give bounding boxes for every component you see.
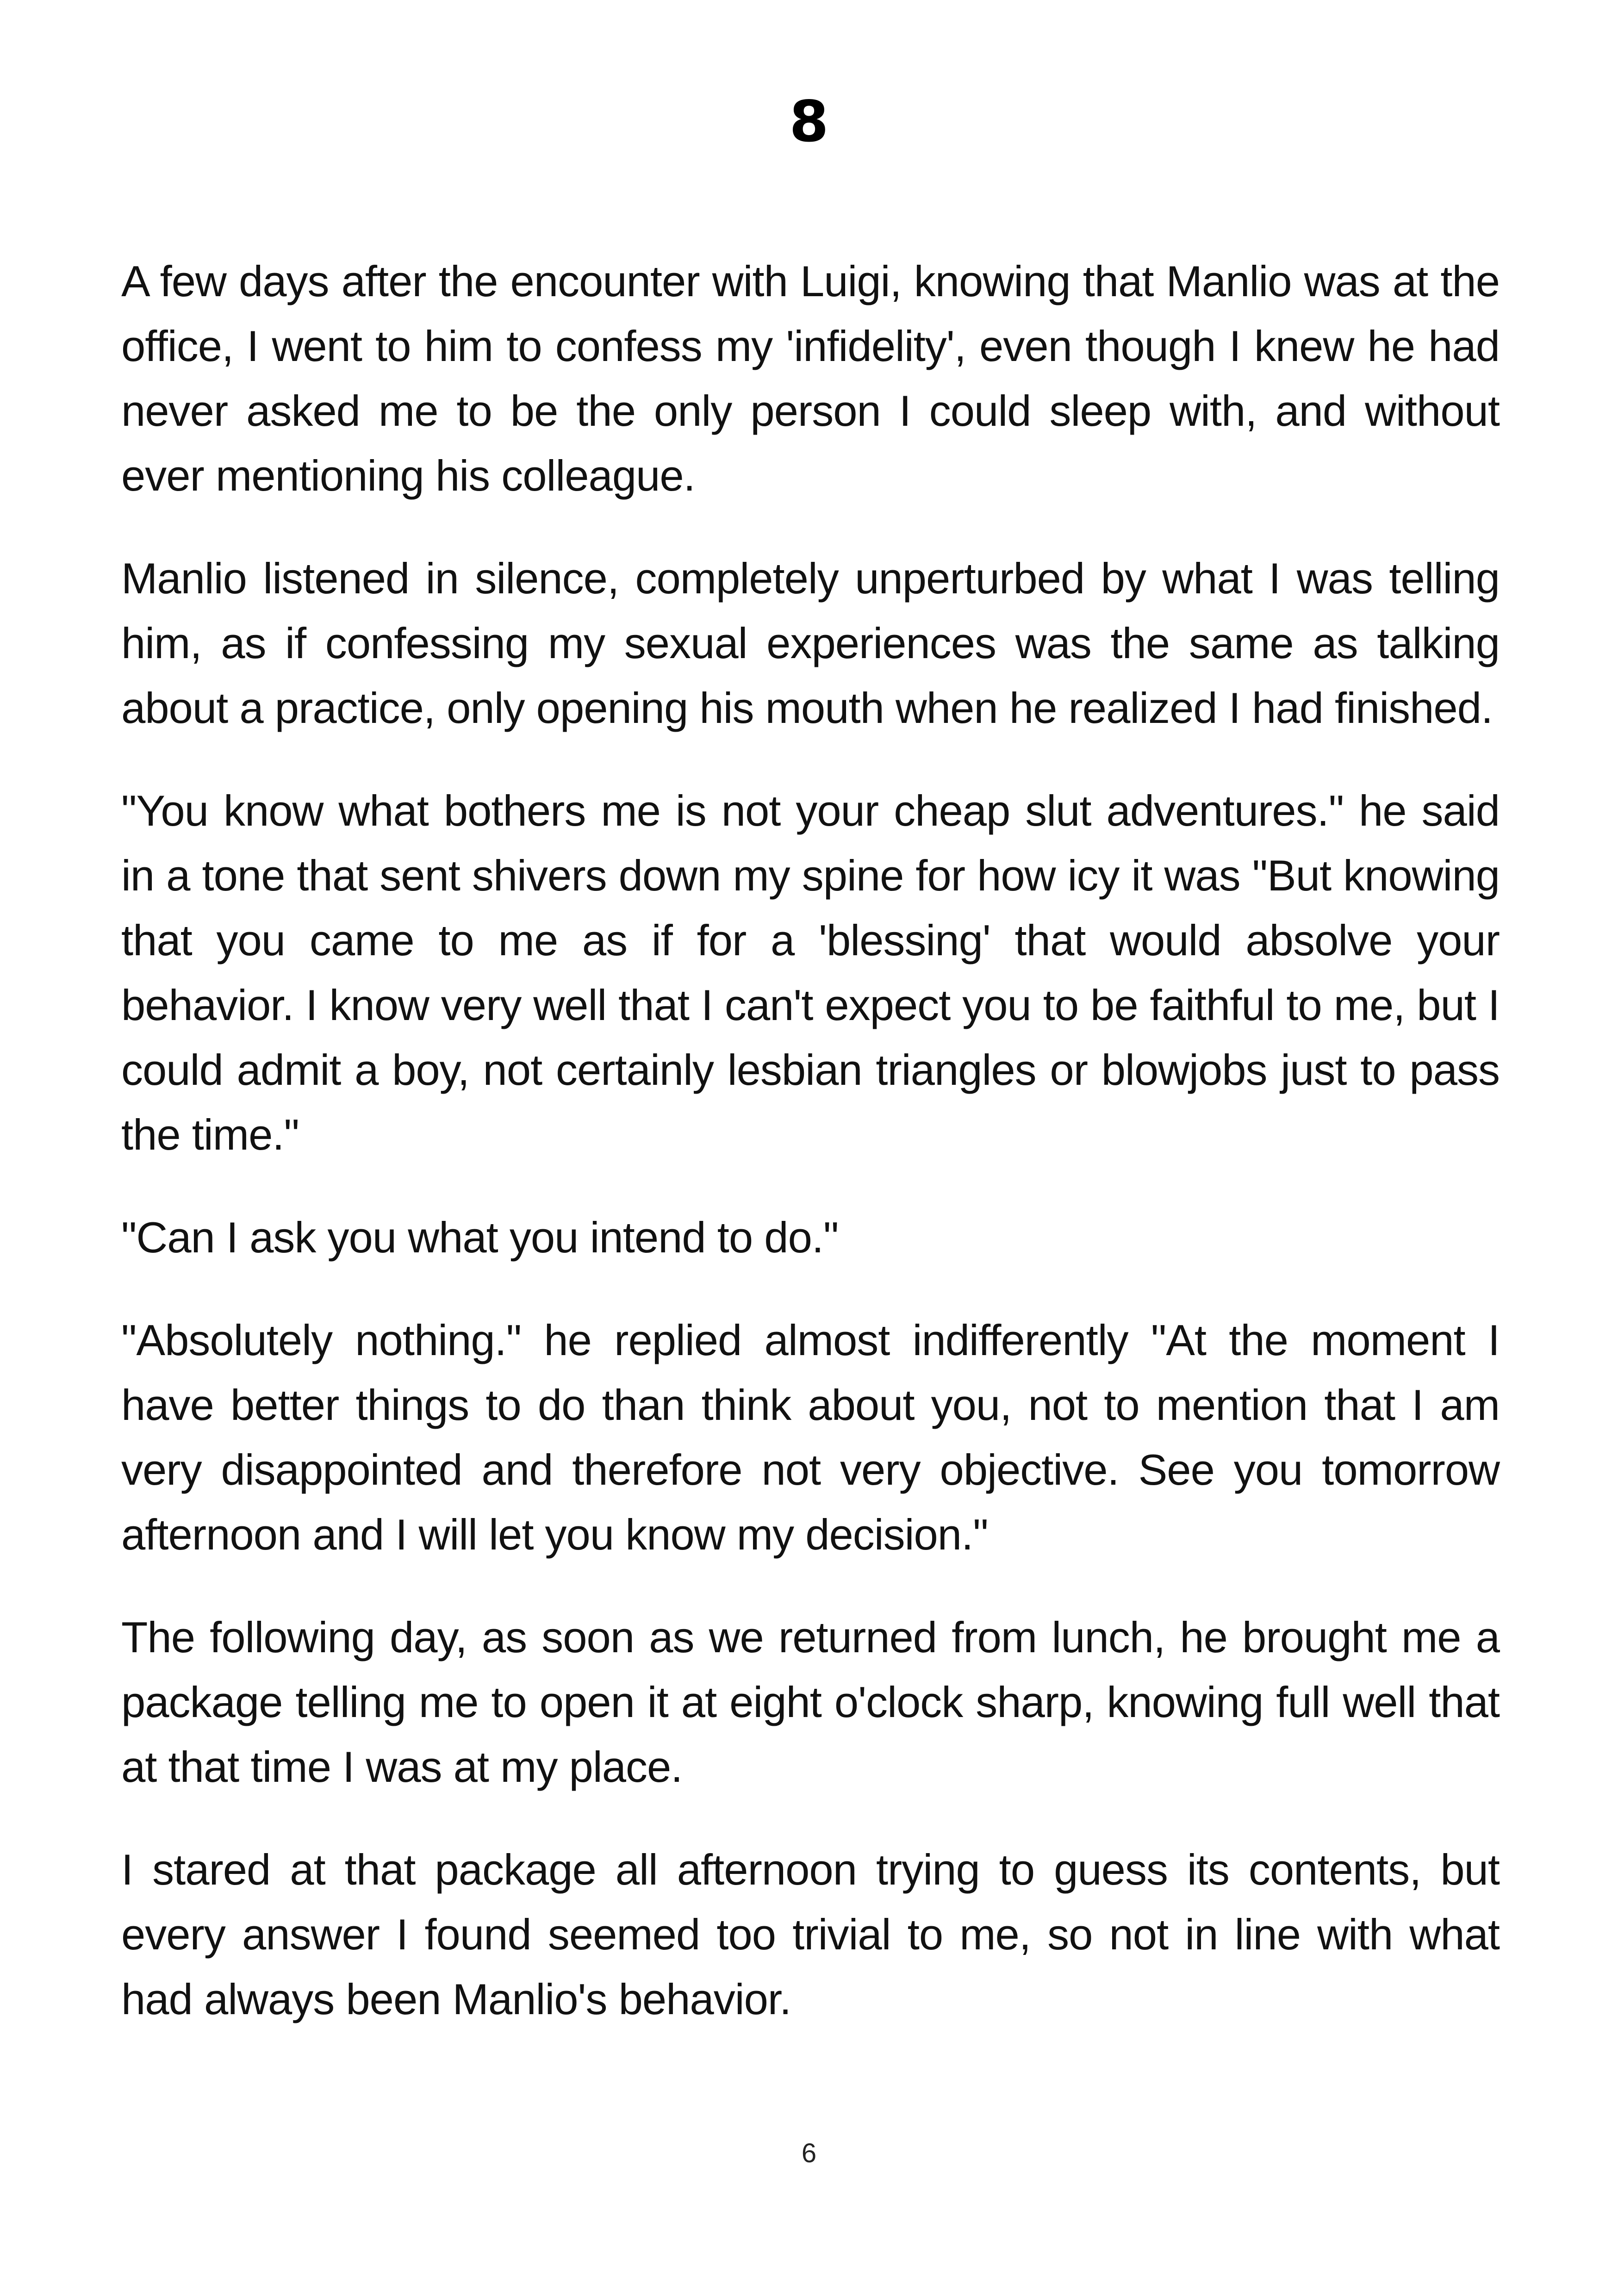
paragraph: A few days after the encounter with Luigi, knowing that Manlio was at the office, I went to him to confess my 'infidelity', even though I knew he had never asked me to be the only person I could sleep with, and without ever mentioning his colleague.: [121, 257, 1500, 500]
paragraph: "Can I ask you what you intend to do.": [121, 1213, 839, 1262]
body-text: [121, 249, 1500, 2070]
chapter-number: 8: [789, 89, 829, 155]
paragraph: The following day, as soon as we returned from lunch, he brought me a package telling me to open it at eight o'clock sharp, knowing full well that at that time I was at my place.: [121, 1613, 1500, 1791]
paragraph: "You know what bothers me is not your cheap slut adventures." he said in a tone that sent shivers down my spine for how icy it was "But knowing that you came to me as if for a 'blessing' that would absolve your behavior. I know very well that I can't expect you to be faithful to me, but I could admit a boy, not certainly lesbian triangles or blowjobs just to pass the time.": [121, 786, 1500, 1159]
page-number: 6: [801, 2138, 817, 2168]
paragraph: Manlio listened in silence, completely unperturbed by what I was telling him, as if confessing my sexual experiences was the same as talking about a practice, only opening his mouth when he realized I had finished.: [121, 554, 1500, 732]
paragraph: I stared at that package all afternoon trying to guess its contents, but every answer I found seemed too trivial to me, so not in line with what had always been Manlio's behavior.: [121, 1845, 1500, 2023]
paragraph: "Absolutely nothing." he replied almost indifferently "At the moment I have better things to do than think about you, not to mention that I am very disappointed and therefore not very objective. See you tomorrow afternoon and I will let you know my decision.": [121, 1316, 1500, 1559]
